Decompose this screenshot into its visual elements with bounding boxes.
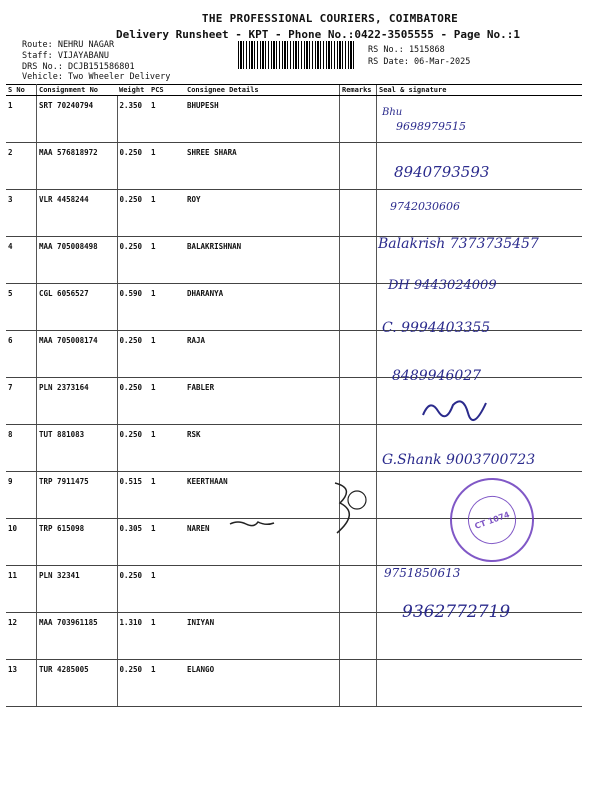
cell-pcs: 1 bbox=[149, 237, 185, 284]
cell-pcs: 1 bbox=[149, 378, 185, 425]
col-sno: S No bbox=[6, 85, 37, 96]
cell-signature bbox=[377, 660, 583, 707]
cell-sno: 5 bbox=[6, 284, 37, 331]
table-row bbox=[6, 378, 582, 425]
cell-weight: 0.250 bbox=[117, 378, 149, 425]
cell-consignment: VLR 4458244 bbox=[37, 190, 118, 237]
cell-remarks bbox=[340, 96, 377, 143]
cell-weight: 0.250 bbox=[117, 660, 149, 707]
cell-pcs: 1 bbox=[149, 519, 185, 566]
cell-pcs: 1 bbox=[149, 190, 185, 237]
cell-signature bbox=[377, 96, 583, 143]
cell-sno: 6 bbox=[6, 331, 37, 378]
cell-consignment: CGL 6056527 bbox=[37, 284, 118, 331]
cell-weight: 0.250 bbox=[117, 566, 149, 613]
cell-sno: 3 bbox=[6, 190, 37, 237]
col-signature: Seal & signature bbox=[377, 85, 583, 96]
table-row bbox=[6, 660, 582, 707]
barcode bbox=[238, 41, 356, 69]
cell-consignee: RAJA bbox=[185, 331, 340, 378]
rs-no-label: RS No.: 1515868 bbox=[368, 45, 445, 55]
table-row bbox=[6, 143, 582, 190]
table-row bbox=[6, 96, 582, 143]
cell-pcs: 1 bbox=[149, 613, 185, 660]
cell-sno: 7 bbox=[6, 378, 37, 425]
col-consignment: Consignment No bbox=[37, 85, 118, 96]
table-row bbox=[6, 190, 582, 237]
col-weight: Weight bbox=[117, 85, 149, 96]
cell-remarks bbox=[340, 284, 377, 331]
cell-consignee: SHREE SHARA bbox=[185, 143, 340, 190]
cell-consignment: PLN 2373164 bbox=[37, 378, 118, 425]
sig-row-2: 8940793593 bbox=[394, 163, 490, 181]
cell-weight: 0.250 bbox=[117, 425, 149, 472]
cell-remarks bbox=[340, 237, 377, 284]
cell-consignment: TUT 881083 bbox=[37, 425, 118, 472]
cell-consignee: RSK bbox=[185, 425, 340, 472]
cell-weight: 0.515 bbox=[117, 472, 149, 519]
cell-weight: 0.305 bbox=[117, 519, 149, 566]
sig-row-1-scrawl: Bhu bbox=[382, 107, 403, 118]
sig-row-6: C. 9994403355 bbox=[382, 320, 491, 336]
cell-consignee: KEERTHAAN bbox=[185, 472, 340, 519]
cell-pcs: 1 bbox=[149, 660, 185, 707]
cell-consignment: TRP 615098 bbox=[37, 519, 118, 566]
sig-row-8-scribble bbox=[418, 393, 488, 423]
route-label: Route: NEHRU NAGAR bbox=[22, 40, 115, 50]
cell-remarks bbox=[340, 331, 377, 378]
sig-row-1: 9698979515 bbox=[396, 120, 466, 133]
cell-consignee: BHUPESH bbox=[185, 96, 340, 143]
header-subtitle: Delivery Runsheet - KPT - Phone No.:0422-3505555 - Page No.:1 bbox=[116, 28, 520, 41]
col-pcs: PCS bbox=[149, 85, 185, 96]
company-seal-stamp: CT 1074 bbox=[438, 466, 546, 574]
table-header-row bbox=[6, 85, 582, 96]
sig-row-10-scribble bbox=[325, 478, 375, 538]
cell-consignee: ELANGO bbox=[185, 660, 340, 707]
cell-pcs: 1 bbox=[149, 331, 185, 378]
cell-consignee: NAREN bbox=[185, 519, 340, 566]
sig-row-7: 8489946027 bbox=[392, 368, 482, 384]
col-consignee: Consignee Details bbox=[185, 85, 340, 96]
cell-sno: 9 bbox=[6, 472, 37, 519]
cell-sno: 13 bbox=[6, 660, 37, 707]
cell-remarks bbox=[340, 613, 377, 660]
cell-consignee: FABLER bbox=[185, 378, 340, 425]
cell-consignment: PLN 32341 bbox=[37, 566, 118, 613]
cell-pcs: 1 bbox=[149, 96, 185, 143]
cell-sno: 10 bbox=[6, 519, 37, 566]
rs-date-label: RS Date: 06-Mar-2025 bbox=[368, 57, 471, 67]
cell-sno: 11 bbox=[6, 566, 37, 613]
cell-consignment: MAA 703961185 bbox=[37, 613, 118, 660]
cell-remarks bbox=[340, 660, 377, 707]
cell-weight: 0.250 bbox=[117, 190, 149, 237]
cell-consignee: DHARANYA bbox=[185, 284, 340, 331]
cell-weight: 0.250 bbox=[117, 331, 149, 378]
cell-consignee: ROY bbox=[185, 190, 340, 237]
cell-pcs: 1 bbox=[149, 143, 185, 190]
cell-signature bbox=[377, 190, 583, 237]
cell-sno: 8 bbox=[6, 425, 37, 472]
sig-row-3: 9742030606 bbox=[390, 200, 460, 213]
cell-consignee: BALAKRISHNAN bbox=[185, 237, 340, 284]
cell-consignment: MAA 705008174 bbox=[37, 331, 118, 378]
cell-consignment: TUR 4285005 bbox=[37, 660, 118, 707]
cell-weight: 0.250 bbox=[117, 143, 149, 190]
cell-weight: 0.250 bbox=[117, 237, 149, 284]
cell-pcs: 1 bbox=[149, 284, 185, 331]
sig-row-13: 9362772719 bbox=[402, 602, 511, 622]
cell-consignment: MAA 576818972 bbox=[37, 143, 118, 190]
col-remarks: Remarks bbox=[340, 85, 377, 96]
cell-sno: 1 bbox=[6, 96, 37, 143]
sig-row-9: G.Shank 9003700723 bbox=[382, 452, 536, 468]
staff-label: Staff: VIJAYABANU bbox=[22, 51, 109, 61]
cell-pcs: 1 bbox=[149, 566, 185, 613]
cell-sno: 2 bbox=[6, 143, 37, 190]
cell-remarks bbox=[340, 143, 377, 190]
cell-remarks bbox=[340, 190, 377, 237]
cell-pcs: 1 bbox=[149, 472, 185, 519]
cell-consignment: TRP 7911475 bbox=[37, 472, 118, 519]
table-row bbox=[6, 331, 582, 378]
cell-consignment: MAA 705008498 bbox=[37, 237, 118, 284]
sig-row-5: DH 9443024009 bbox=[388, 278, 497, 293]
cell-weight: 2.350 bbox=[117, 96, 149, 143]
cell-consignee: INIYAN bbox=[185, 613, 340, 660]
cell-sno: 12 bbox=[6, 613, 37, 660]
drs-label: DRS No.: DCJB151586801 bbox=[22, 62, 135, 72]
cell-weight: 0.590 bbox=[117, 284, 149, 331]
vehicle-label: Vehicle: Two Wheeler Delivery bbox=[22, 72, 171, 82]
sig-row-11-scribble bbox=[228, 512, 278, 532]
sig-row-12: 9751850613 bbox=[384, 566, 461, 580]
cell-consignment: SRT 70240794 bbox=[37, 96, 118, 143]
cell-remarks bbox=[340, 378, 377, 425]
cell-consignee bbox=[185, 566, 340, 613]
cell-pcs: 1 bbox=[149, 425, 185, 472]
header-company: THE PROFESSIONAL COURIERS, COIMBATORE bbox=[201, 12, 459, 25]
cell-weight: 1.310 bbox=[117, 613, 149, 660]
cell-remarks bbox=[340, 566, 377, 613]
sig-row-4: Balakrish 7373735457 bbox=[378, 236, 539, 252]
cell-remarks bbox=[340, 425, 377, 472]
cell-sno: 4 bbox=[6, 237, 37, 284]
